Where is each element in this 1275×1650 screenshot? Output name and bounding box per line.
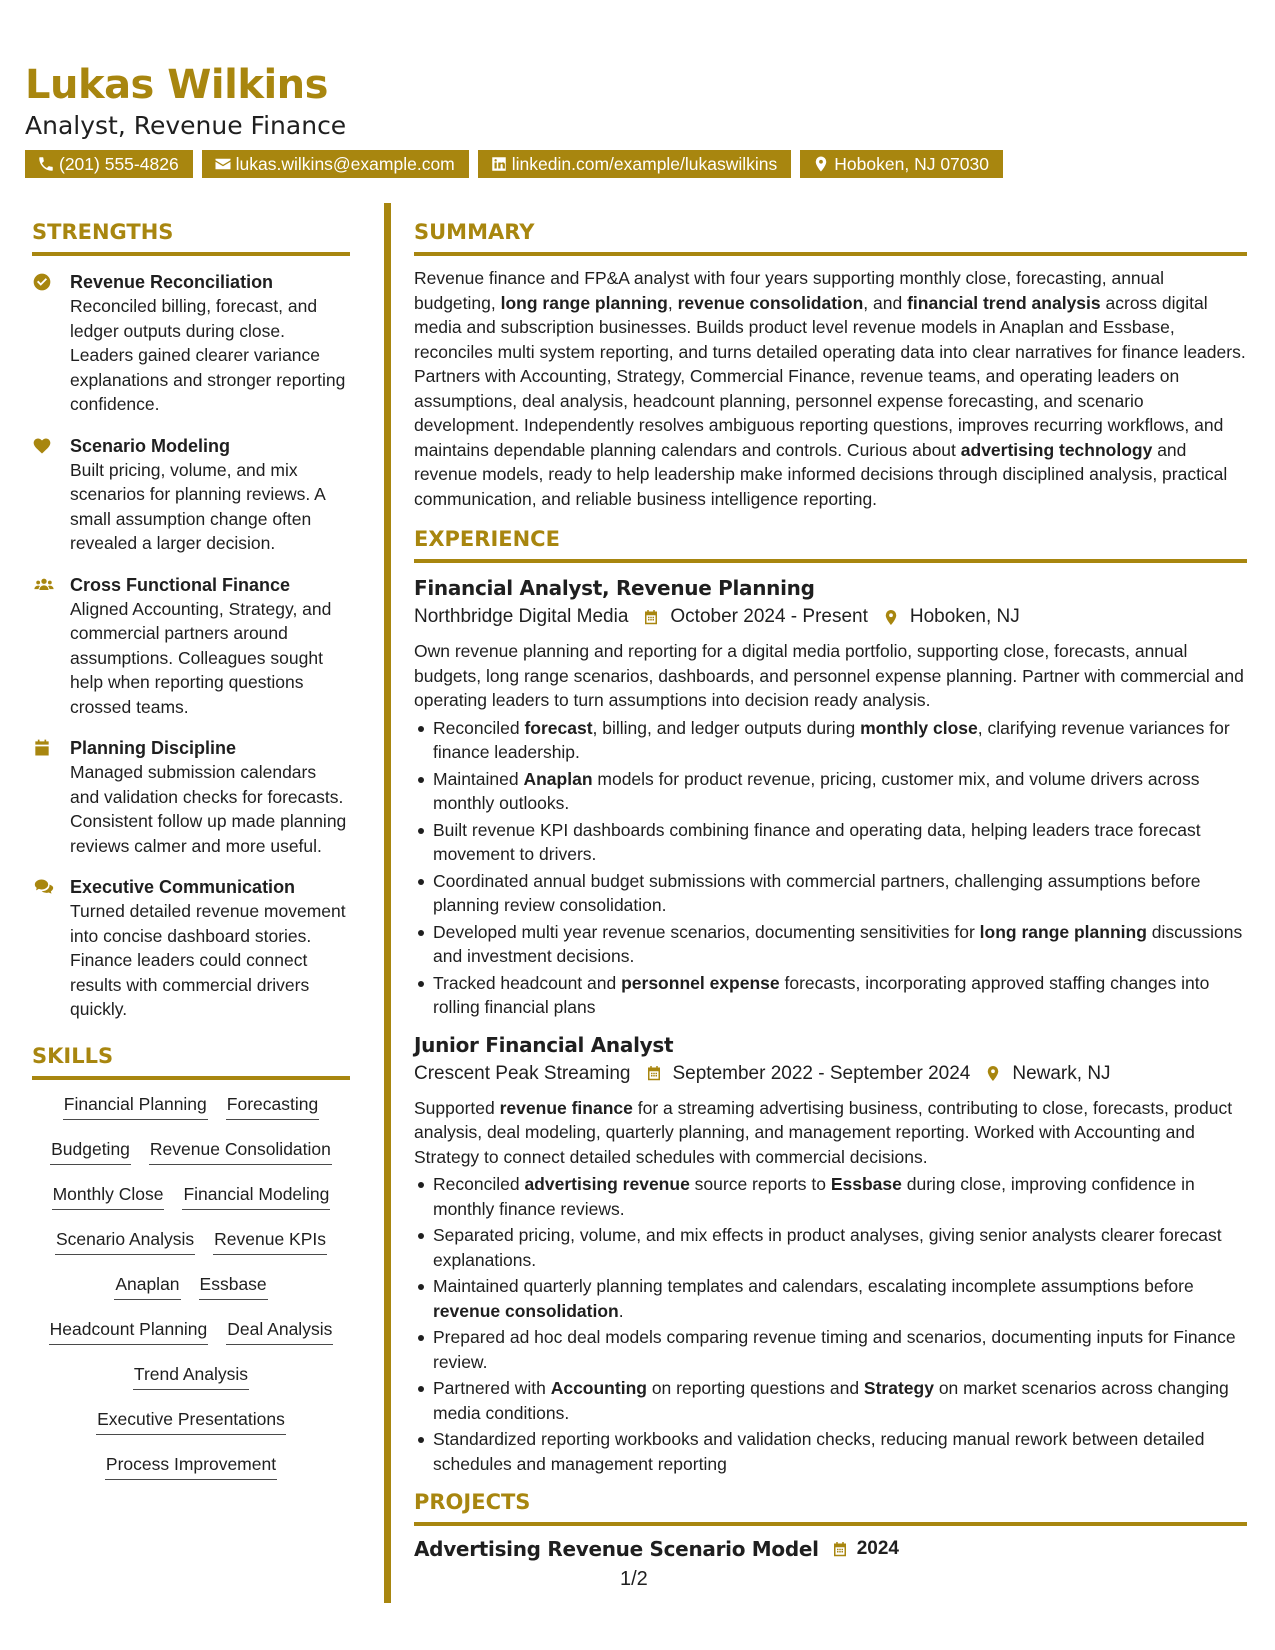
strength-title: Planning Discipline [70, 738, 237, 758]
job-bullet: Reconciled advertising revenue source reports to Essbase during close, improving confidence in monthly finance reviews. [414, 1172, 1247, 1221]
skill-tag: Executive Presentations [96, 1407, 286, 1435]
contact-phone-text: (201) 555-4826 [59, 154, 179, 174]
strengths-list [32, 270, 350, 1022]
strength-text: Built pricing, volume, and mix scenarios for planning reviews. A small assumption change often revealed a larger decision. [70, 459, 325, 553]
strength-title: Scenario Modeling [70, 435, 231, 456]
right-column [414, 220, 1247, 1562]
map-pin-icon [812, 155, 830, 173]
skill-tag: Financial Planning [63, 1092, 208, 1120]
job-bullets [414, 716, 1247, 1020]
job-dates: October 2024 - Present [670, 606, 868, 627]
skill-row [32, 1092, 350, 1137]
strength-item [32, 573, 350, 720]
skill-tag: Financial Modeling [182, 1182, 330, 1210]
strength-item [32, 270, 350, 417]
summary-text: Revenue finance and FP&A analyst with four years supporting monthly close, forecasting, annual budgeting, long range planning, revenue consolidation, and financial trend analysis across digital media and subscription businesses. Builds product level revenue models in Anaplan and Essbase, reconciles multi system reporting, and turns detailed operating data into clear narratives for finance leaders. Partners with Accounting, Strategy, Commercial Finance, revenue teams, and operating leaders on assumptions, deal analysis, headcount planning, personnel expense forecasting, and scenario development. Independently resolves ambiguous reporting questions, improves recurring workflows, and maintains dependable planning calendars and controls. Curious about advertising technology and revenue models, ready to help leadership make informed decisions through disciplined analysis, practical communication, and reliable business intelligence reporting. [414, 268, 1246, 509]
job-bullet: Maintained quarterly planning templates and calendars, escalating incomplete assumptions before revenue consolidation. [414, 1274, 1247, 1323]
project-year: 2024 [856, 1538, 899, 1559]
calendar-icon [645, 1064, 663, 1083]
contact-location[interactable] [800, 150, 1003, 178]
job-dates: September 2022 - September 2024 [672, 1062, 971, 1084]
job-bullet: Partnered with Accounting on reporting questions and Strategy on market scenarios across changing media conditions. [414, 1376, 1247, 1425]
heart-icon [32, 436, 52, 456]
job-bullet: Maintained Anaplan models for product revenue, pricing, customer mix, and volume drivers across monthly outlooks. [414, 767, 1247, 816]
job-bullet: Reconciled forecast, billing, and ledger outputs during monthly close, clarifying revenue variances for finance leadership. [414, 716, 1247, 765]
linkedin-icon [490, 155, 508, 173]
job-bullet: Separated pricing, volume, and mix effects in product analyses, giving senior analysts clearer forecast explanations. [414, 1223, 1247, 1272]
strength-title: Cross Functional Finance [70, 574, 291, 595]
strength-text: Aligned Accounting, Strategy, and commercial partners around assumptions. Colleagues sought help when reporting questions crossed teams. [70, 598, 332, 717]
projects-heading: PROJECTS [414, 1490, 1247, 1526]
strengths-heading: STRENGTHS [32, 220, 350, 256]
skill-tag: Headcount Planning [49, 1317, 209, 1345]
page-number: 1/2 [620, 1568, 648, 1590]
summary-heading: SUMMARY [414, 220, 1247, 256]
contact-linkedin-text: linkedin.com/example/lukaswilkins [511, 154, 778, 174]
job-bullet: Prepared ad hoc deal models comparing revenue timing and scenarios, documenting inputs for Finance review. [414, 1325, 1247, 1374]
calendar-icon [32, 738, 52, 758]
job-entry [414, 1032, 1247, 1477]
skill-row [32, 1362, 350, 1407]
skill-row [32, 1452, 350, 1497]
envelope-icon [214, 155, 232, 173]
skill-tag: Revenue Consolidation [149, 1137, 332, 1165]
job-meta [414, 603, 1247, 631]
job-company: Crescent Peak Streaming [414, 1062, 631, 1084]
resume-header [25, 62, 1255, 178]
candidate-title: Analyst, Revenue Finance [25, 111, 347, 140]
calendar-icon [642, 608, 660, 627]
contact-location-text: Hoboken, NJ 07030 [834, 154, 989, 174]
contact-phone[interactable] [25, 150, 193, 178]
column-divider [384, 203, 391, 1603]
job-bullet: Tracked headcount and personnel expense forecasts, incorporating approved staffing changes into rolling financial plans [414, 971, 1247, 1020]
strength-title: Revenue Reconciliation [70, 272, 274, 292]
contact-email-text: lukas.wilkins@example.com [235, 154, 455, 174]
job-meta [414, 1060, 1247, 1088]
job-description: Supported revenue finance for a streaming advertising business, contributing to close, forecasts, product analysis, deal modeling, quarterly planning, and management reporting. Worked with Accounting and Strategy to connect detailed schedules with commercial decisions. [414, 1097, 1233, 1167]
skill-row [32, 1317, 350, 1362]
skills-list [32, 1092, 350, 1497]
skill-tag: Monthly Close [52, 1182, 165, 1210]
contact-email[interactable] [202, 150, 469, 178]
skill-row [32, 1407, 350, 1452]
strength-item [32, 875, 350, 1022]
check-circle-icon [32, 272, 52, 292]
job-bullet: Built revenue KPI dashboards combining finance and operating data, helping leaders trace forecast movement to drivers. [414, 818, 1247, 867]
skill-row [32, 1182, 350, 1227]
project-name: Advertising Revenue Scenario Model [414, 1537, 819, 1561]
experience-heading: EXPERIENCE [414, 527, 1247, 563]
comments-icon [32, 877, 56, 897]
skills-heading: SKILLS [32, 1044, 350, 1080]
calendar-icon [831, 1540, 849, 1559]
skill-tag: Essbase [199, 1272, 268, 1300]
skill-row [32, 1272, 350, 1317]
skill-tag: Forecasting [226, 1092, 319, 1120]
job-bullet: Coordinated annual budget submissions with commercial partners, challenging assumptions before planning review consolidation. [414, 869, 1247, 918]
skill-tag: Revenue KPIs [213, 1227, 327, 1255]
contact-bar [25, 150, 1255, 178]
job-bullets [414, 1172, 1247, 1476]
map-pin-icon [984, 1064, 1002, 1083]
users-icon [32, 575, 56, 595]
phone-icon [37, 155, 55, 173]
skill-row [32, 1137, 350, 1182]
left-column [32, 220, 350, 1497]
skill-row [32, 1227, 350, 1272]
job-bullet: Developed multi year revenue scenarios, documenting sensitivities for long range planning discussions and investment decisions. [414, 920, 1247, 969]
job-entry [414, 575, 1247, 1020]
skill-tag: Scenario Analysis [55, 1227, 195, 1255]
skill-tag: Process Improvement [105, 1452, 277, 1480]
job-description: Own revenue planning and reporting for a digital media portfolio, supporting close, forecasts, annual budgets, long range scenarios, dashboards, and personnel expense planning. Partner with commercial and operating leaders to turn assumptions into decision ready analysis. [414, 641, 1244, 710]
strength-title: Executive Communication [70, 877, 296, 897]
skill-tag: Trend Analysis [133, 1362, 249, 1390]
skill-tag: Budgeting [50, 1137, 131, 1165]
job-location: Hoboken, NJ [909, 606, 1020, 627]
candidate-name: Lukas Wilkins [25, 62, 328, 108]
strength-text: Turned detailed revenue movement into concise dashboard stories. Finance leaders could connect results with commercial drivers quickly. [70, 901, 346, 1019]
strength-item [32, 434, 350, 556]
job-title: Junior Financial Analyst [414, 1032, 674, 1057]
strength-item [32, 736, 350, 858]
job-title: Financial Analyst, Revenue Planning [414, 576, 815, 600]
strength-text: Reconciled billing, forecast, and ledger outputs during close. Leaders gained clearer variance explanations and stronger reporting confidence. [70, 296, 346, 414]
project-entry [414, 1536, 1247, 1562]
job-bullet: Standardized reporting workbooks and validation checks, reducing manual rework between detailed schedules and management reporting [414, 1427, 1247, 1476]
strength-text: Managed submission calendars and validation checks for forecasts. Consistent follow up made planning reviews calmer and more useful. [70, 762, 347, 856]
contact-linkedin[interactable] [478, 150, 792, 178]
skill-tag: Deal Analysis [226, 1317, 333, 1345]
job-company: Northbridge Digital Media [414, 606, 629, 627]
skill-tag: Anaplan [114, 1272, 180, 1300]
job-location: Newark, NJ [1012, 1062, 1111, 1084]
map-pin-icon [882, 608, 900, 627]
